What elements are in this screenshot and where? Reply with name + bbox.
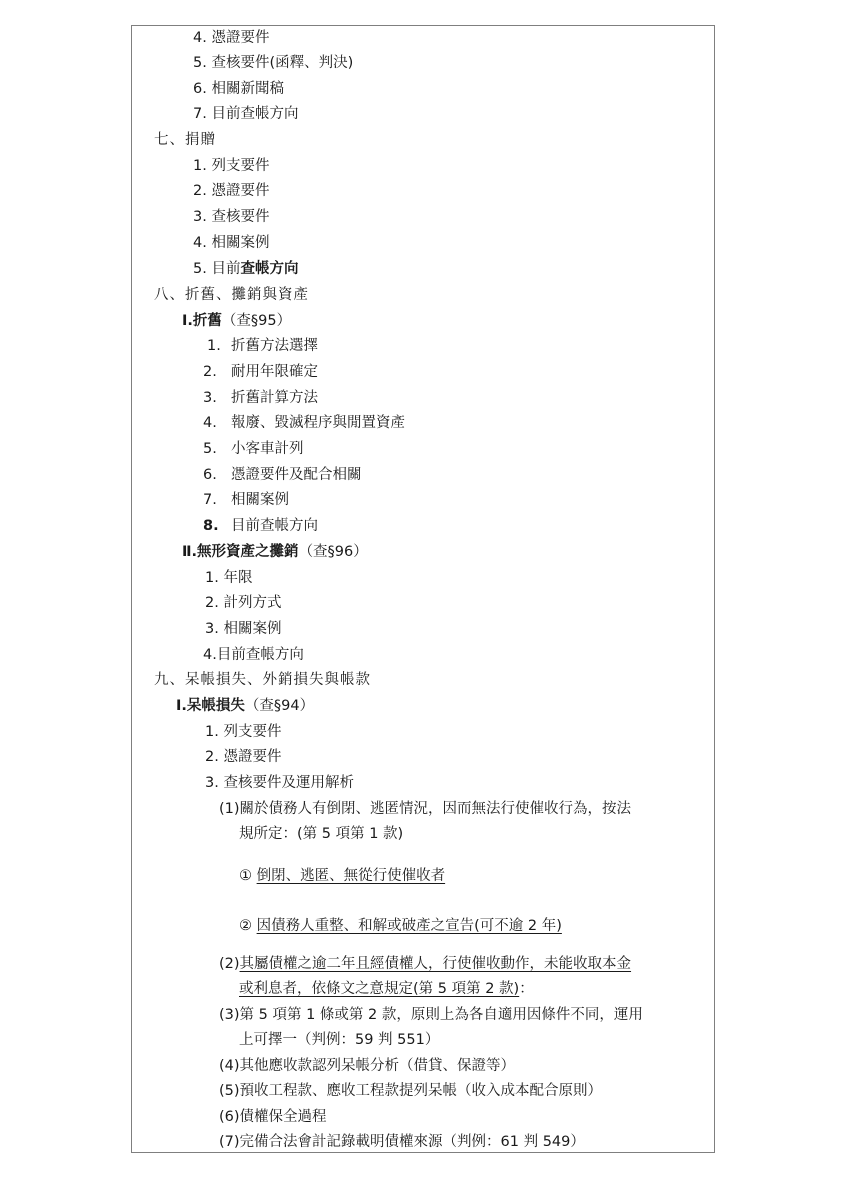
paragraph-text: 其屬債權之逾二年且經債權人，行使催收動作，未能收取本金 xyxy=(239,956,632,972)
outline-item: 1. 列支要件 xyxy=(205,724,282,740)
paragraph-5: (5)預收工程款、應收工程款提列呆帳（收入成本配合原則） xyxy=(219,1083,603,1099)
outline-item: 3. 查核要件 xyxy=(193,209,270,225)
subsection-heading-amortization xyxy=(182,543,368,561)
outline-item-number: 2. xyxy=(203,364,217,380)
paragraph-7: (7)完備合法會計記錄載明債權來源（判例：61 判 549） xyxy=(219,1134,585,1150)
outline-item-text: 5. 目前 xyxy=(193,261,241,277)
outline-item: 2. 憑證要件 xyxy=(205,749,282,765)
clause-text: 倒閉、逃匿、無從行使催收者 xyxy=(256,868,446,884)
paragraph-1-line-1: (1)關於債務人有倒閉、逃匿情況，因而無法行使催收行為，按法 xyxy=(219,801,632,817)
paragraph-3-line-1: (3)第 5 項第 1 條或第 2 款，原則上為各自適用因條件不同，運用 xyxy=(219,1007,643,1023)
outline-item-text: 目前查帳方向 xyxy=(231,518,318,534)
outline-item-bold-text: 查帳方向 xyxy=(240,261,299,277)
outline-item-text: 相關案例 xyxy=(231,492,289,508)
subsection-title: Ⅰ.折舊 xyxy=(182,313,222,329)
outline-item-number: 8. xyxy=(203,518,219,534)
outline-item: 4.目前查帳方向 xyxy=(203,647,304,663)
paragraph-1-line-2: 規所定：(第 5 項第 1 款) xyxy=(239,826,404,842)
outline-item-text: 折舊計算方法 xyxy=(231,390,318,406)
outline-item: 6. 相關新聞稿 xyxy=(193,81,284,97)
outline-item-text: 耐用年限確定 xyxy=(231,364,318,380)
outline-item: 4. 憑證要件 xyxy=(193,30,270,46)
outline-item: 2. 計列方式 xyxy=(205,595,282,611)
outline-item: 5. 查核要件(函釋、判決) xyxy=(193,55,354,71)
outline-item-text: 憑證要件及配合相關 xyxy=(231,467,362,483)
paragraph-text: 或利息者，依條文之意規定(第 5 項第 2 款) xyxy=(239,981,520,997)
paragraph-text: ： xyxy=(519,981,534,997)
subsection-title: Ⅱ.無形資產之攤銷 xyxy=(182,544,299,560)
paragraph-2-line-2 xyxy=(239,980,534,998)
paragraph-2-line-1 xyxy=(219,955,631,973)
subsection-reference: （查§96） xyxy=(298,544,368,560)
section-heading-7: 七、捐贈 xyxy=(154,132,216,148)
outline-item-number: 1. xyxy=(207,338,221,354)
section-heading-8: 八、折舊、攤銷與資產 xyxy=(154,287,309,303)
outline-item: 1. 列支要件 xyxy=(193,158,270,174)
paragraph-6: (6)債權保全過程 xyxy=(219,1109,327,1125)
clause-1 xyxy=(239,867,445,885)
outline-item: 7. 目前查帳方向 xyxy=(193,106,299,122)
circled-number-2: ② xyxy=(239,918,252,934)
section-heading-9: 九、呆帳損失、外銷損失與帳款 xyxy=(154,672,371,688)
outline-item-number: 7. xyxy=(203,492,217,508)
outline-item-number: 5. xyxy=(203,441,217,457)
outline-item-text: 折舊方法選擇 xyxy=(231,338,318,354)
outline-item: 4. 相關案例 xyxy=(193,235,270,251)
paragraph-3-line-2: 上可擇一（判例：59 判 551） xyxy=(239,1032,440,1048)
outline-item-number: 4. xyxy=(203,415,217,431)
outline-item: 1. 年限 xyxy=(205,570,253,586)
clause-text: 因債務人重整、和解或破產之宣告(可不逾 2 年) xyxy=(256,918,562,934)
subsection-reference: （查§94） xyxy=(244,698,315,714)
subsection-heading-bad-debt xyxy=(176,697,314,715)
outline-item xyxy=(193,260,298,278)
outline-item: 3. 相關案例 xyxy=(205,621,282,637)
outline-item-text: 小客車計列 xyxy=(231,441,304,457)
paragraph-number: (2) xyxy=(219,956,240,972)
outline-item-number: 6. xyxy=(203,467,217,483)
paragraph-4: (4)其他應收款認列呆帳分析（借貸、保證等） xyxy=(219,1058,516,1074)
outline-item: 3. 查核要件及運用解析 xyxy=(205,775,354,791)
subsection-reference: （查§95） xyxy=(221,313,292,329)
outline-item-text: 報廢、毀滅程序與閒置資產 xyxy=(231,415,405,431)
circled-number-1: ① xyxy=(239,868,252,884)
outline-item: 2. 憑證要件 xyxy=(193,183,270,199)
outline-item-number: 3. xyxy=(203,390,217,406)
clause-2 xyxy=(239,917,562,935)
subsection-title: Ⅰ.呆帳損失 xyxy=(176,698,245,714)
subsection-heading-depreciation xyxy=(182,312,291,330)
